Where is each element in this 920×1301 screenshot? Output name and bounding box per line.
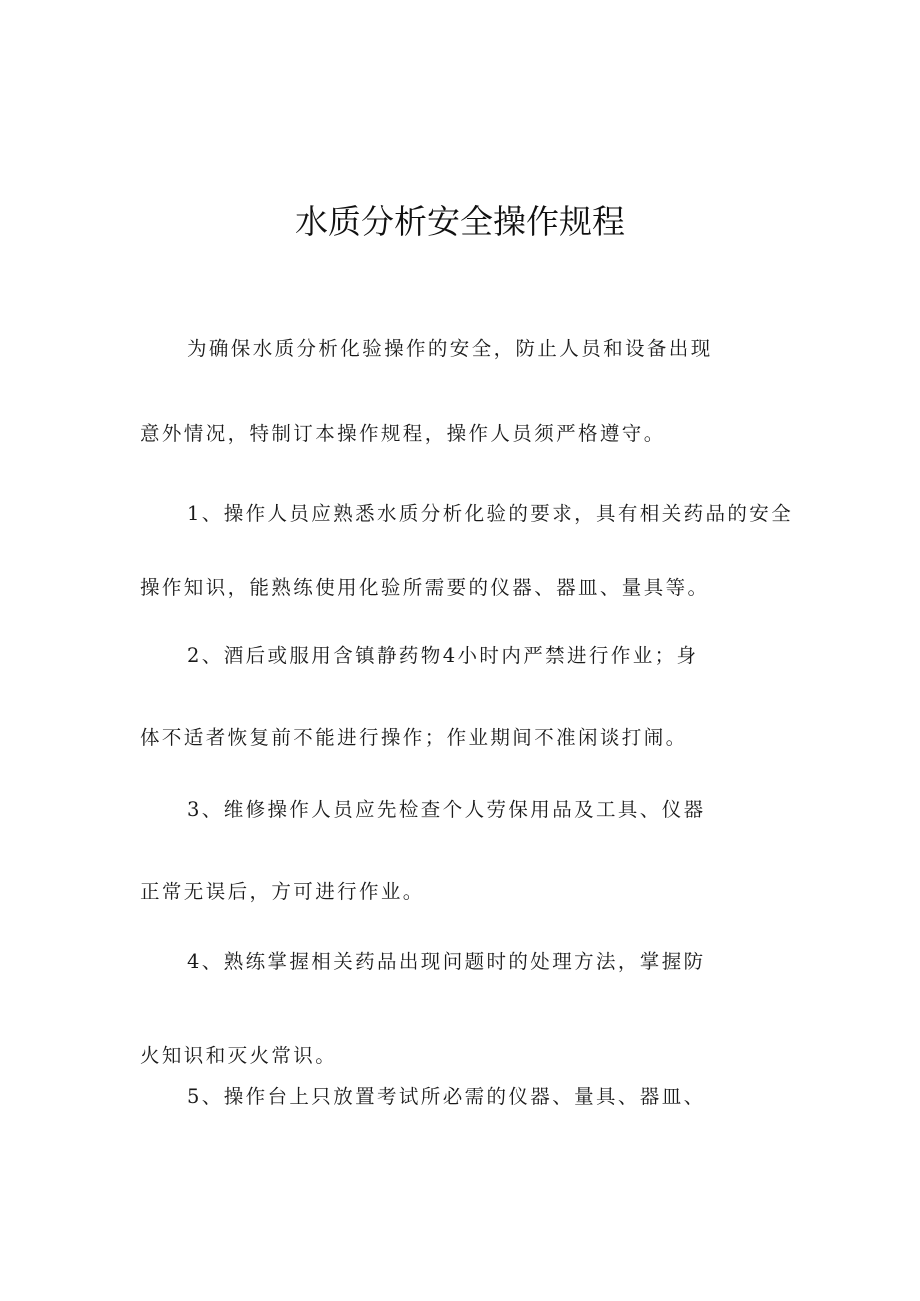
rule-1-line-1: 1、操作人员应熟悉水质分析化验的要求，具有相关药品的安全 [187,502,794,525]
rule-2-line-2: 体不适者恢复前不能进行操作；作业期间不准闲谈打闹。 [140,726,688,749]
rule-4-line-1: 4、熟练掌握相关药品出现问题时的处理方法，掌握防 [187,950,706,973]
rule-3-line-2: 正常无误后，方可进行作业。 [140,880,425,903]
rule-4-line-2: 火知识和灭火常识。 [140,1044,338,1067]
paragraph-intro-line-1: 为确保水质分析化验操作的安全，防止人员和设备出现 [187,337,713,360]
rule-3-line-1: 3、维修操作人员应先检查个人劳保用品及工具、仪器 [187,798,706,821]
rule-2-line-1: 2、酒后或服用含镇静药物4小时内严禁进行作业；身 [187,644,699,667]
paragraph-intro-line-2: 意外情况，特制订本操作规程，操作人员须严格遵守。 [140,422,666,445]
document-title: 水质分析安全操作规程 [295,202,625,241]
rule-5-line-1: 5、操作台上只放置考试所必需的仪器、量具、器皿、 [187,1085,706,1108]
rule-1-line-2: 操作知识，能熟练使用化验所需要的仪器、器皿、量具等。 [140,576,710,599]
